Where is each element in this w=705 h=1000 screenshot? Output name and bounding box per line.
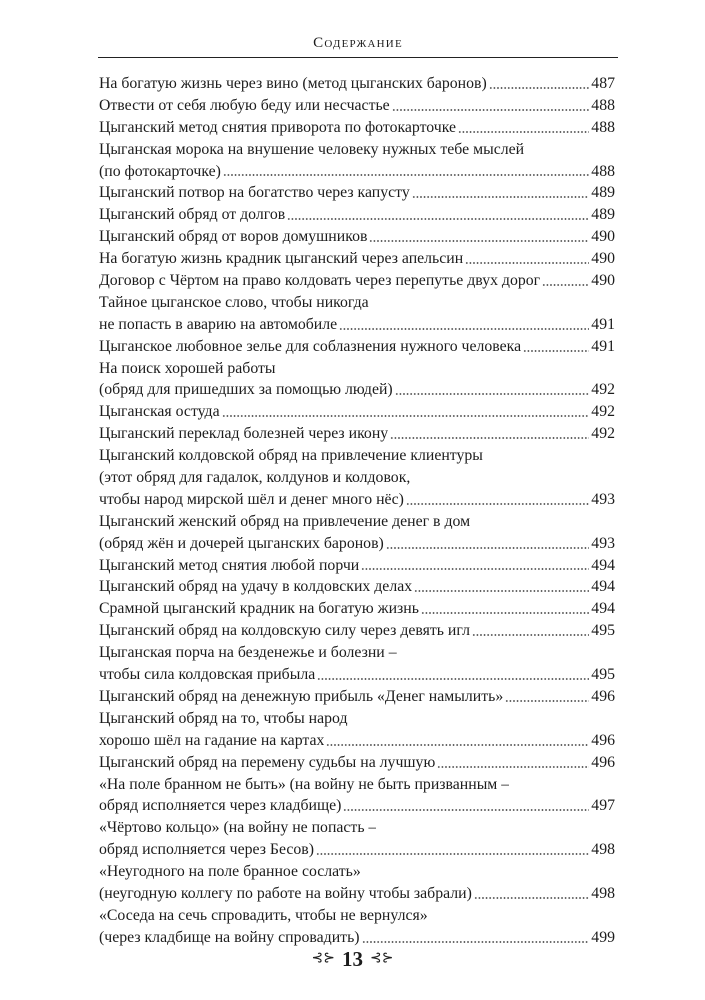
toc-entry-last-line	[99, 533, 615, 555]
toc-entry[interactable]	[99, 358, 615, 402]
toc-page-number: 493	[591, 490, 615, 508]
right-ornament-icon: ⊰⊱	[370, 951, 394, 967]
running-header	[98, 34, 618, 52]
toc-entry-line	[99, 445, 615, 467]
toc-entry[interactable]	[99, 817, 615, 861]
toc-entry-title: Цыганский обряд от воров домушников	[99, 228, 368, 246]
toc-entry-line	[99, 292, 615, 314]
toc-page-number: 498	[591, 841, 615, 859]
toc-entry-line	[99, 358, 615, 380]
toc-entry-title: чтобы народ мирской шёл и денег много нёс)	[99, 490, 404, 508]
toc-page-number: 490	[591, 228, 615, 246]
toc-entry-last-line	[99, 423, 615, 445]
dot-leader	[489, 87, 590, 89]
toc-page-number: 489	[591, 184, 615, 202]
dot-leader	[343, 809, 589, 811]
toc-entry[interactable]	[99, 117, 615, 139]
toc-entry-title: Цыганский обряд на удачу в колдовских делах	[99, 578, 413, 596]
toc-page-number: 494	[591, 556, 615, 574]
toc-entry[interactable]	[99, 204, 615, 226]
dot-leader	[523, 350, 589, 352]
page-number: 13	[342, 947, 363, 972]
toc-entry-last-line	[99, 226, 615, 248]
toc-entry-title: хорошо шёл на гадание на картах	[99, 731, 325, 749]
dot-leader	[505, 700, 589, 702]
dot-leader	[369, 240, 589, 242]
toc-page-number: 497	[591, 797, 615, 815]
toc-entry-title: (через кладбище на войну спровадить)	[99, 928, 360, 946]
toc-entry[interactable]	[99, 642, 615, 686]
toc-entry[interactable]	[99, 226, 615, 248]
toc-entry-last-line	[99, 161, 615, 183]
toc-entry-last-line	[99, 730, 615, 752]
toc-entry[interactable]	[99, 336, 615, 358]
toc-page-number: 487	[591, 75, 615, 92]
toc-entry[interactable]	[99, 423, 615, 445]
toc-entry[interactable]	[99, 292, 615, 336]
toc-entry-title: чтобы сила колдовская прибыла	[99, 666, 316, 684]
toc-page-number: 492	[591, 381, 615, 399]
dot-leader	[361, 568, 589, 570]
toc-entry-last-line	[99, 336, 615, 358]
toc-entry[interactable]	[99, 555, 615, 577]
toc-entry[interactable]	[99, 620, 615, 642]
toc-entry-title: Тайное цыганское слово, чтобы никогда	[99, 293, 369, 311]
toc-entry-title: (обряд жён и дочерей цыганских баронов)	[99, 534, 384, 552]
toc-entry[interactable]	[99, 861, 615, 905]
toc-entry-title: На поиск хорошей работы	[99, 359, 276, 377]
toc-entry[interactable]	[99, 598, 615, 620]
toc-entry-last-line	[99, 182, 615, 204]
dot-leader	[437, 766, 589, 768]
toc-entry-last-line	[99, 839, 615, 861]
toc-entry-title: Цыганский переклад болезней через икону	[99, 425, 389, 443]
dot-leader	[412, 196, 590, 198]
page-title: Содержание	[313, 35, 403, 51]
toc-entry-last-line	[99, 270, 615, 292]
toc-entry-title: Цыганский колдовской обряд на привлечение клиентуры	[99, 447, 483, 465]
toc-page-number: 495	[591, 622, 615, 640]
toc-page-number: 496	[591, 731, 615, 749]
toc-entry-title: Цыганская порча на безденежье и болезни –	[99, 644, 397, 662]
toc-entry-last-line	[99, 620, 615, 642]
toc-entry-title: Цыганский женский обряд на привлечение денег в дом	[99, 512, 471, 530]
toc-entry[interactable]	[99, 270, 615, 292]
dot-leader	[465, 262, 589, 264]
toc-page-number: 488	[591, 118, 615, 136]
toc-entry-title: Цыганский обряд на перемену судьбы на лучшую	[99, 753, 436, 771]
toc-entry-title: «Неугодного на поле бранное сослать»	[99, 863, 361, 881]
dot-leader	[317, 678, 589, 680]
toc-entry-last-line	[99, 555, 615, 577]
left-ornament-icon: ⊰⊱	[311, 951, 335, 967]
toc-entry-line	[99, 642, 615, 664]
toc-entry-title: (обряд для пришедших за помощью людей)	[99, 381, 393, 399]
header-divider	[98, 57, 618, 58]
toc-entry-last-line	[99, 314, 615, 336]
toc-entry-last-line	[99, 379, 615, 401]
toc-entry[interactable]	[99, 752, 615, 774]
dot-leader	[339, 328, 589, 330]
page-footer	[0, 946, 705, 971]
toc-entry[interactable]	[99, 182, 615, 204]
toc-page-number: 493	[591, 534, 615, 552]
toc-entry-last-line	[99, 576, 615, 598]
toc-entry[interactable]	[99, 511, 615, 555]
dot-leader	[223, 174, 589, 176]
toc-page-number: 494	[591, 578, 615, 596]
toc-entry-title: Договор с Чёртом на право колдовать через перепутье двух дорог	[99, 272, 541, 290]
toc-entry-last-line	[99, 752, 615, 774]
toc-entry-line	[99, 861, 615, 883]
toc-entry-title: (по фотокарточке)	[99, 162, 221, 180]
toc-entry[interactable]	[99, 73, 615, 95]
toc-entry[interactable]	[99, 905, 615, 949]
toc-page-number: 490	[591, 272, 615, 290]
dot-leader	[414, 590, 589, 592]
toc-entry-title: Отвести от себя любую беду или несчастье	[99, 96, 390, 114]
toc-entry-title: «На поле бранном не быть» (на войну не быть призванным –	[99, 775, 510, 793]
toc-entry[interactable]	[99, 445, 615, 511]
toc-page-number: 492	[591, 403, 615, 421]
toc-entry-last-line	[99, 598, 615, 620]
toc-page-number: 489	[591, 206, 615, 224]
toc-page-number: 499	[591, 928, 615, 946]
toc-entry-title: «Соседа на сечь спровадить, чтобы не вернулся»	[99, 906, 428, 924]
toc-entry-title: Цыганский метод снятия приворота по фотокарточке	[99, 118, 457, 136]
toc-entry-title: Цыганский потвор на богатство через капусту	[99, 184, 410, 202]
dot-leader	[326, 744, 589, 746]
toc-entry-title: Цыганский обряд на то, чтобы народ	[99, 709, 348, 727]
dot-leader	[395, 393, 590, 395]
dot-leader	[316, 853, 589, 855]
toc-page-number: 490	[591, 250, 615, 268]
toc-entry-line	[99, 708, 615, 730]
toc-entry-title: Цыганский обряд на денежную прибыль «Денег намылить»	[99, 687, 504, 705]
toc-page-number: 496	[591, 687, 615, 705]
toc-entry-title: На богатую жизнь крадник цыганский через апельсин	[99, 250, 464, 268]
toc-page-number: 494	[591, 600, 615, 618]
toc-entry-line	[99, 139, 615, 161]
toc-entry-title: обряд исполняется через кладбище)	[99, 797, 342, 815]
toc-entry-line	[99, 774, 615, 796]
dot-leader	[542, 284, 589, 286]
toc-page-number: 492	[591, 425, 615, 443]
toc-entry-last-line	[99, 401, 615, 423]
toc-entry-last-line	[99, 248, 615, 270]
toc-entry-title: не попасть в аварию на автомобиле	[99, 315, 338, 333]
toc-page-number: 491	[591, 337, 615, 355]
dot-leader	[406, 503, 589, 505]
toc-entry-title: На богатую жизнь через вино (метод цыганских баронов)	[99, 75, 487, 92]
toc-page-number: 498	[591, 884, 615, 902]
toc-entry-title: Цыганский обряд от долгов	[99, 206, 286, 224]
toc-entry-title: Цыганское любовное зелье для соблазнения нужного человека	[99, 337, 522, 355]
dot-leader	[474, 897, 589, 899]
toc-entry-last-line	[99, 489, 615, 511]
toc-page-number: 488	[591, 96, 615, 114]
toc-entry[interactable]	[99, 576, 615, 598]
toc-entry-title: Цыганский метод снятия любой порчи	[99, 556, 360, 574]
toc-page-number: 491	[591, 315, 615, 333]
toc-entry-title: (этот обряд для гадалок, колдунов и колдовок,	[99, 469, 411, 487]
dot-leader	[362, 941, 590, 943]
toc-entry-line	[99, 467, 615, 489]
toc-entry-title: Цыганская остуда	[99, 403, 220, 421]
toc-entry-last-line	[99, 883, 615, 905]
toc-entry-title: обряд исполняется через Бесов)	[99, 841, 314, 859]
dot-leader	[421, 612, 589, 614]
toc-entry-last-line	[99, 95, 615, 117]
dot-leader	[222, 415, 590, 417]
toc-entry-last-line	[99, 117, 615, 139]
toc-entry-title: Срамной цыганский крадник на богатую жизнь	[99, 600, 419, 618]
toc-entry[interactable]	[99, 95, 615, 117]
toc-entry-line	[99, 817, 615, 839]
toc-entry-last-line	[99, 664, 615, 686]
dot-leader	[472, 634, 589, 636]
toc-entry-last-line	[99, 204, 615, 226]
toc-entry-last-line	[99, 73, 615, 95]
dot-leader	[458, 131, 589, 133]
toc-entry-title: «Чёртово кольцо» (на войну не попасть –	[99, 819, 377, 837]
toc-entry-title: Цыганский обряд на колдовскую силу через девять игл	[99, 622, 470, 640]
toc-entry[interactable]	[99, 248, 615, 270]
toc-page-number: 495	[591, 666, 615, 684]
toc-page-number: 488	[591, 162, 615, 180]
toc-entry[interactable]	[99, 708, 615, 752]
toc-entry[interactable]	[99, 401, 615, 423]
toc-page-number: 496	[591, 753, 615, 771]
toc-entry[interactable]	[99, 139, 615, 183]
toc-entry-last-line	[99, 686, 615, 708]
dot-leader	[392, 109, 590, 111]
toc-entry-title: (неугодную коллегу по работе на войну чтобы забрали)	[99, 884, 472, 902]
dot-leader	[390, 437, 589, 439]
dot-leader	[386, 547, 590, 549]
toc-entry-line	[99, 511, 615, 533]
toc-entry[interactable]	[99, 774, 615, 818]
dot-leader	[287, 218, 589, 220]
table-of-contents	[99, 73, 615, 949]
toc-entry[interactable]	[99, 686, 615, 708]
toc-entry-line	[99, 905, 615, 927]
toc-entry-title: Цыганская морока на внушение человеку нужных тебе мыслей	[99, 140, 525, 158]
toc-entry-last-line	[99, 795, 615, 817]
